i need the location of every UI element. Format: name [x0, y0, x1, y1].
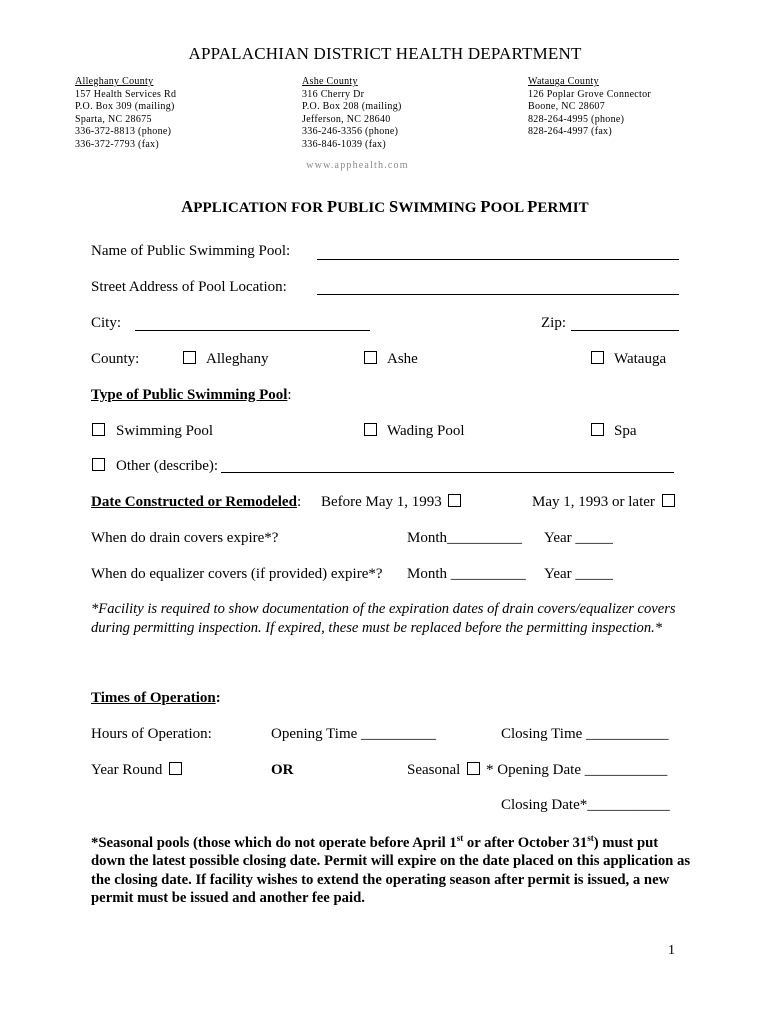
address-line: Boone, NC 28607	[528, 101, 605, 113]
wading-pool-checkbox[interactable]	[364, 423, 377, 436]
spa-label: Spa	[614, 423, 637, 439]
alleghany-address	[75, 76, 176, 152]
equalizer-year-field[interactable]: Year _____	[544, 566, 613, 582]
year-round-checkbox[interactable]	[169, 762, 182, 775]
watauga-option-label: Watauga	[614, 351, 667, 367]
ashe-address	[302, 76, 402, 152]
county-name: Watauga County	[528, 76, 599, 87]
county-name: Alleghany County	[75, 76, 154, 87]
zip-field[interactable]	[571, 330, 679, 331]
swimming-pool-checkbox[interactable]	[92, 423, 105, 436]
swimming-pool-label: Swimming Pool	[116, 423, 214, 439]
street-address-field[interactable]	[317, 294, 679, 295]
wading-pool-label: Wading Pool	[387, 423, 465, 439]
or-label: OR	[271, 762, 294, 778]
county-name: Ashe County	[302, 76, 358, 87]
closing-time-field[interactable]: Closing Time ___________	[501, 726, 669, 742]
website-link[interactable]: www.apphealth.com	[306, 160, 409, 171]
address-line: 126 Poplar Grove Connector	[528, 88, 652, 100]
department-title: APPALACHIAN DISTRICT HEALTH DEPARTMENT	[188, 44, 582, 63]
alleghany-checkbox[interactable]	[183, 351, 196, 364]
city-field[interactable]	[135, 330, 370, 331]
address-line: Jefferson, NC 28640	[302, 113, 391, 125]
pool-type-heading: Type of Public Swimming Pool:	[91, 387, 292, 403]
seasonal-pools-note: *Seasonal pools (those which do not operate before April 1st or after October 31st) must put down the latest possible closing date. Permit will expire on the date placed on this application as the closing date. If facility wishes to extend the operating season after permit is issued, a new permit must be issued and another fee paid.	[91, 833, 691, 907]
before-1993-checkbox[interactable]	[448, 494, 461, 507]
page-number: 1	[668, 943, 675, 958]
address-line: 316 Cherry Dr	[302, 88, 365, 100]
other-description-field[interactable]	[221, 472, 674, 473]
city-label: City:	[91, 315, 122, 331]
seasonal-label: Seasonal	[407, 762, 461, 778]
form-title: APPLICATION FOR PUBLIC SWIMMING POOL PERMIT	[181, 197, 589, 216]
address-line: P.O. Box 208 (mailing)	[302, 101, 402, 113]
fax-line: 336-372-7793 (fax)	[75, 138, 159, 150]
zip-label: Zip:	[541, 315, 566, 331]
drain-covers-label: When do drain covers expire*?	[91, 530, 279, 546]
equalizer-month-field[interactable]: Month __________	[407, 566, 526, 582]
date-constructed-heading: Date Constructed or Remodeled:	[91, 494, 302, 510]
ashe-checkbox[interactable]	[364, 351, 377, 364]
phone-line: 336-372-8813 (phone)	[75, 126, 172, 138]
alleghany-option-label: Alleghany	[206, 351, 269, 367]
seasonal-opening-date-field[interactable]: * Opening Date ___________	[486, 762, 668, 778]
drain-month-field[interactable]: Month__________	[407, 530, 523, 546]
address-line: P.O. Box 309 (mailing)	[75, 101, 175, 113]
opening-time-field[interactable]: Opening Time __________	[271, 726, 437, 742]
drain-year-field[interactable]: Year _____	[544, 530, 613, 546]
after-1993-label: May 1, 1993 or later	[532, 494, 655, 510]
before-1993-label: Before May 1, 1993	[321, 494, 442, 510]
address-line: Sparta, NC 28675	[75, 113, 152, 125]
phone-line: 828-264-4995 (phone)	[528, 113, 625, 125]
spa-checkbox[interactable]	[591, 423, 604, 436]
pool-name-label: Name of Public Swimming Pool:	[91, 243, 291, 259]
ashe-option-label: Ashe	[387, 351, 418, 367]
fax-line: 828-264-4997 (fax)	[528, 126, 612, 138]
pool-name-field[interactable]	[317, 259, 679, 260]
fax-line: 336-846-1039 (fax)	[302, 138, 386, 150]
year-round-label: Year Round	[91, 762, 163, 778]
address-line: 157 Health Services Rd	[75, 88, 177, 100]
seasonal-checkbox[interactable]	[467, 762, 480, 775]
watauga-checkbox[interactable]	[591, 351, 604, 364]
equalizer-covers-label: When do equalizer covers (if provided) expire*?	[91, 566, 383, 582]
closing-date-field[interactable]: Closing Date*___________	[501, 797, 670, 813]
hours-of-operation-label: Hours of Operation:	[91, 726, 212, 742]
phone-line: 336-246-3356 (phone)	[302, 126, 399, 138]
after-1993-checkbox[interactable]	[662, 494, 675, 507]
street-address-label: Street Address of Pool Location:	[91, 279, 287, 295]
watauga-address	[528, 76, 651, 139]
facility-documentation-note: *Facility is required to show documentation of the expiration dates of drain covers/equalizer covers during permitting inspection. If expired, these must be replaced before the permitting inspection.*	[91, 601, 676, 636]
county-label: County:	[91, 351, 140, 367]
other-checkbox[interactable]	[92, 458, 105, 471]
times-of-operation-heading: Times of Operation:	[91, 690, 221, 706]
other-label: Other (describe):	[116, 458, 219, 474]
